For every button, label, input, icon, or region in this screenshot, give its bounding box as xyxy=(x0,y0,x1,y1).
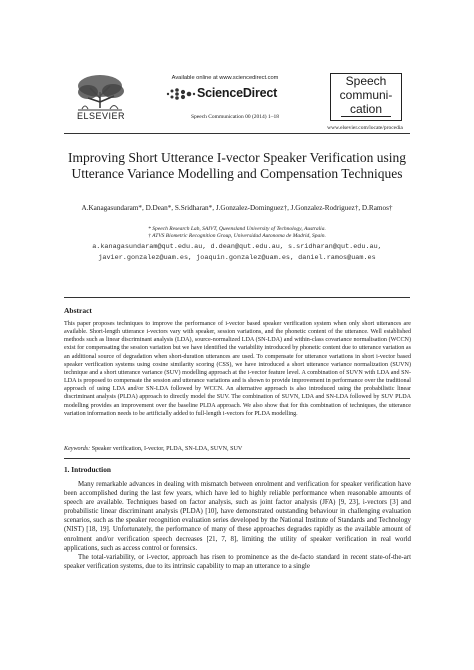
email-line-2: javier.gonzalez@uam.es, joaquin.gonzalez@uam.es, daniel.ramos@uam.es xyxy=(98,254,376,262)
intro-paragraph: The total-variability, or i-vector, approach has risen to prominence as the de-facto standard in recent state-of-the-art speaker verification systems, due to its intrinsic capability to map an utterance to a single xyxy=(64,553,411,570)
abstract-divider-bottom xyxy=(64,458,410,459)
author-list: A.Kanagasundaram*, D.Dean*, S.Sridharan*, J.Gonzalez-Dominguez†, J.Gonzalez-Rodriguez†, D.Ramos† xyxy=(81,204,393,212)
journal-title-box xyxy=(330,73,402,121)
journal-title-line-3: cation xyxy=(349,102,383,116)
available-online-text: Available online at www.sciencedirect.com xyxy=(171,75,279,81)
abstract-text: This paper proposes techniques to improve the performance of i-vector based speaker verification system when only short utterances are available. Short-length utterance i-vectors vary with speaker, session variations, and the phonetic content of the utterance. Well established methods such as linear discriminant analysis (LDA), source-normalized LDA (SN-LDA) and within-class covariance normalisation (WCCN) exist for compensating the session variation but we have identified the variability introduced by phonetic content due to utterance variation as an additional source of degradation when short-duration utterances are used. To compensate for utterance variations in short i-vector based speaker verification systems using cosine similarity scoring (CSS), we have introduced a short utterance variance normalization (SUVN) technique and a short utterance variance (SUV) modelling approach at the i-vector feature level. A combination of SUVN with LDA and SN-LDA is proposed to compensate the session and utterance variations and is shown to provide improvement in performance over the traditional approach of using LDA and/or SN-LDA followed by WCCN. An alternative approach is also introduced using the probabilistic linear discriminant analysis (PLDA) approach to directly model the SUV. The combination of SUVN, LDA and SN-LDA followed by SUV PLDA modelling provides an improvement over the baseline PLDA approach. We also show that for this combination of techniques, the utterance variation information needs to be artificially added to full-length i-vectors for PLDA modelling. xyxy=(64,321,411,417)
paper-title: Improving Short Utterance I-vector Speaker Verification using Utterance Variance Modelling and Compensation Techniques xyxy=(68,150,406,181)
journal-title-underline xyxy=(341,116,391,117)
keywords-text: Speaker verification, I-vector, PLDA, SN-LDA, SUVN, SUV xyxy=(90,446,243,452)
abstract-heading: Abstract xyxy=(64,306,92,315)
journal-title-line-2: communi- xyxy=(339,88,393,102)
affiliation-1: * Speech Research Lab, SAIVT, Queensland University of Technology, Australia. xyxy=(148,226,326,232)
introduction-body xyxy=(64,480,411,571)
email-line-1: a.kanagasundaram@qut.edu.au, d.dean@qut.edu.au, s.sridharan@qut.edu.au, xyxy=(92,243,382,251)
affiliation-2: † ATVS Biometric Recognition Group, Universidad Autonoma de Madrid, Spain. xyxy=(148,233,326,239)
keywords-line xyxy=(64,446,411,452)
intro-paragraph: Many remarkable advances in dealing with mismatch between enrolment and verification for speaker verification have been accomplished during the last few years, which have led to highly reliable performance when reasonable amounts of speech are available. Techniques based on factor analysis, such as joint factor analysis (JFA) [9, 23], i-vectors [3] and probabilistic linear discriminant analysis (PLDA) [10], have demonstrated outstanding behaviour in challenging evaluation scenarios, such as the speaker recognition evaluation series developed by the National Institute of Standards and Technology (NIST) [18, 19]. Unfortunately, the performance of many of these approaches degrades rapidly as the available amount of enrolment and/or verification speech decreases [21, 7, 8], limiting the utility of speaker verification in real world applications, such as access control or forensics. xyxy=(64,481,411,552)
journal-reference: Speech Communication 00 (2014) 1–18 xyxy=(191,114,279,120)
abstract-divider-top xyxy=(64,297,410,298)
header-divider xyxy=(64,133,410,134)
journal-url[interactable]: www.elsevier.com/locate/procedia xyxy=(327,125,403,131)
sciencedirect-wordmark: ScienceDirect xyxy=(197,86,278,100)
author-emails xyxy=(70,242,404,264)
elsevier-tree-logo xyxy=(70,72,130,134)
publisher-name: ELSEVIER xyxy=(76,111,126,121)
keywords-label: Keywords: xyxy=(64,446,91,452)
section-heading-introduction: 1. Introduction xyxy=(64,465,111,474)
journal-title-line-1: Speech xyxy=(345,74,387,88)
sciencedirect-dots-icon xyxy=(164,87,200,101)
